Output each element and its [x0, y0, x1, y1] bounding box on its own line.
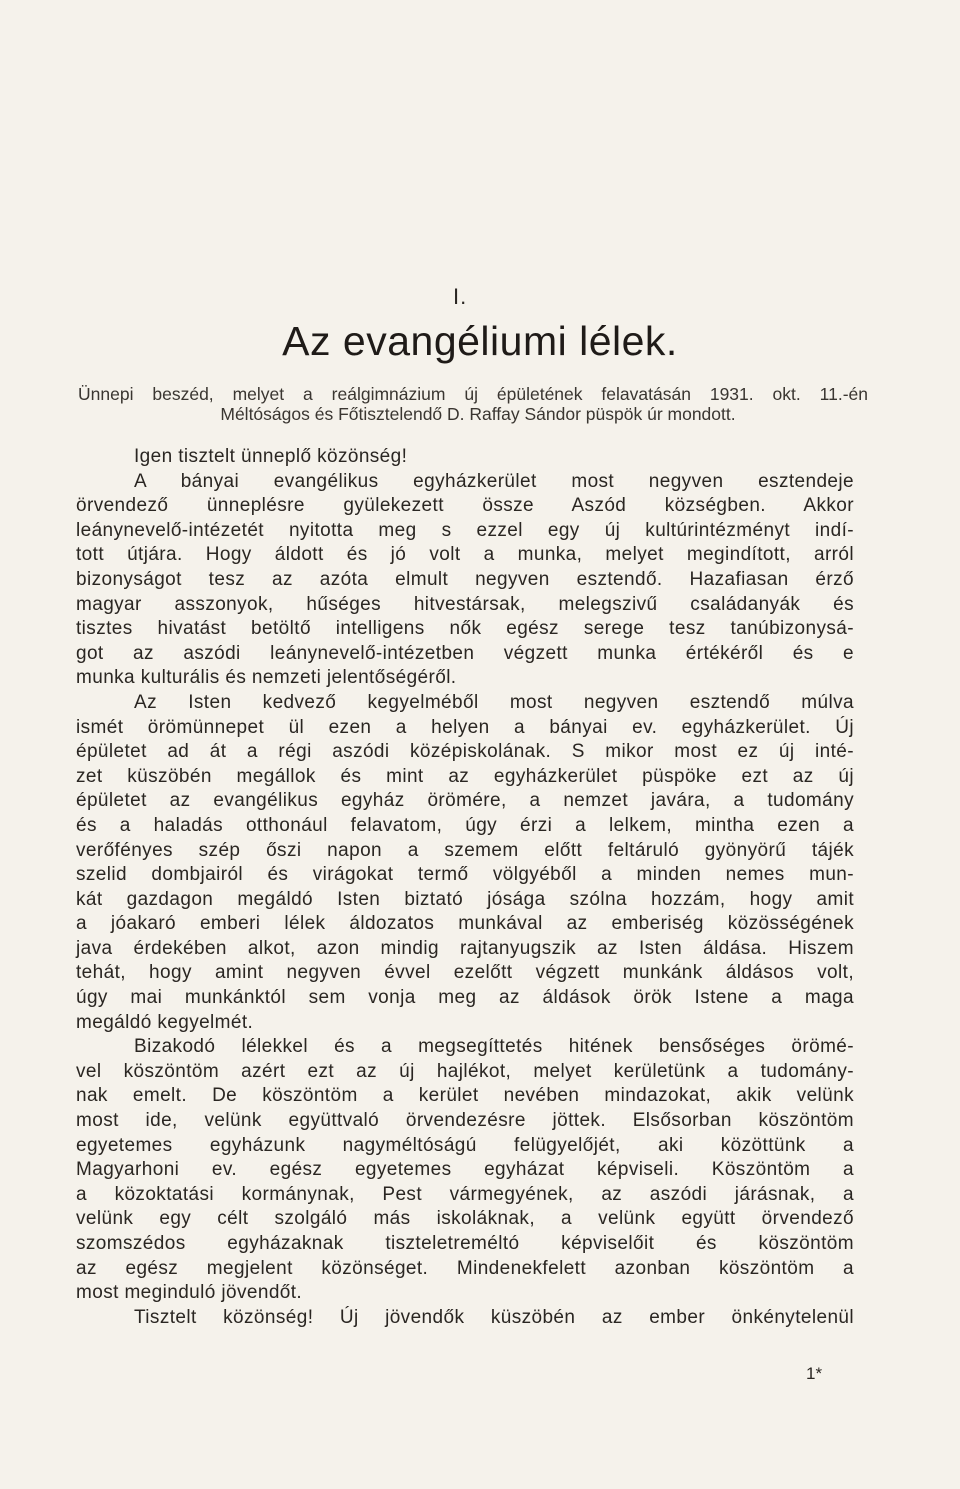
- text-line: A bányai evangélikus egyházkerület most negyven esztendeje: [134, 470, 854, 492]
- text-line: a jóakaró emberi lélek áldozatos munkával az emberiség közösségének: [76, 913, 854, 935]
- text-line: velünk egy célt szolgáló más iskoláknak, a velünk együtt örvendező: [76, 1208, 854, 1230]
- text-line: és a haladás otthonául felavatom, úgy érzi a lelkem, mintha ezen a: [76, 814, 854, 836]
- text-line: leánynevelő-intézetét nyitotta meg s ezzel egy új kultúrintézményt indí-: [76, 519, 854, 541]
- text-line: egyetemes egyházunk nagyméltóságú felügyelőjét, aki közöttünk a: [76, 1134, 854, 1156]
- text-line: tisztes hivatást betöltő intelligens nők egész serege tesz tanúbizonysá-: [76, 618, 854, 640]
- text-line: magyar asszonyok, hűséges hitvestársak, melegszivű családanyák és: [76, 593, 854, 615]
- text-line: szomszédos egyházaknak tiszteletreméltó képviselőit és köszöntöm: [76, 1233, 854, 1254]
- text-line: úgy mai munkánktól sem vonja meg az áldások örök Istene a maga: [76, 987, 854, 1009]
- text-line: verőfényes szép őszi napon a szemem előtt feltáruló gyönyörű tájék: [76, 839, 854, 861]
- text-line: munka kulturális és nemzeti jelentőségéről.: [76, 667, 457, 689]
- text-line: got az aszódi leánynevelő-intézetben végzett munka értékéről és e: [76, 642, 854, 664]
- page-title: Az evangéliumi lélek.: [282, 318, 678, 364]
- text-line: kát gazdagon megáldó Isten biztató jósága szólna hozzám, hogy amit: [76, 888, 854, 910]
- text-line: Tisztelt közönség! Új jövendők küszöbén az ember önkénytelenül: [134, 1306, 854, 1328]
- text-line: az egész megjelent közönséget. Mindenekfelett azonban köszöntöm a: [76, 1257, 854, 1279]
- text-line: megáldó kegyelmét.: [76, 1011, 254, 1033]
- body-text: [76, 445, 854, 1330]
- text-line: örvendező ünneplésre gyülekezett össze Aszód községben. Akkor: [76, 495, 854, 517]
- subtitle: [118, 403, 838, 426]
- signature-mark: 1*: [806, 1364, 823, 1383]
- text-line: bizonyságot tesz az azóta elmult negyven esztendő. Hazafiasan érző: [76, 568, 854, 590]
- text-line: most meginduló jövendőt.: [76, 1282, 303, 1304]
- text-line: Magyarhoni ev. egész egyetemes egyházat képviseli. Köszöntöm a: [76, 1159, 854, 1181]
- subtitle-line: Méltóságos és Főtisztelendő D. Raffay Sándor püspök úr mondott.: [220, 404, 736, 424]
- text-line: a közoktatási kormánynak, Pest vármegyének, az aszódi járásnak, a: [76, 1183, 854, 1205]
- text-line: java érdekében alkot, azon mindig rajtanyugszik az Isten áldása. Hiszem: [76, 937, 854, 959]
- text-line: most ide, velünk együttvaló örvendezésre jöttek. Elsősorban köszöntöm: [76, 1110, 854, 1132]
- text-line: tott útjára. Hogy áldott és jó volt a munka, melyet megindított, arról: [76, 544, 854, 566]
- text-line: nak emelt. De köszöntöm a kerület nevében mindazokat, akik velünk: [76, 1085, 854, 1107]
- text-line: zet küszöbén megállok és mint az egyházkerület püspöke ezt az új: [76, 765, 854, 787]
- text-line: Bizakodó lélekkel és a megsegíttetés hitének bensőséges örömé-: [134, 1036, 854, 1058]
- text-line: Igen tisztelt ünneplő közönség!: [134, 446, 408, 467]
- text-line: épületet ad át a régi aszódi középiskolának. S mikor most ez új inté-: [76, 741, 854, 763]
- text-line: tehát, hogy amint negyven évvel ezelőtt végzett munkánk áldásos volt,: [76, 962, 854, 984]
- text-line: vel köszöntöm azért ezt az új hajlékot, melyet kerületünk a tudomány-: [76, 1060, 854, 1082]
- text-line: épületet az evangélikus egyház örömére, a nemzet javára, a tudomány: [76, 790, 854, 812]
- chapter-number: I.: [453, 284, 468, 309]
- text-line: ismét örömünnepet ül ezen a helyen a bányai ev. egyházkerület. Új: [76, 716, 854, 738]
- subtitle-line: Ünnepi beszéd, melyet a reálgimnázium új épületének felavatásán 1931. okt. 11.-én: [78, 384, 868, 404]
- text-line: szelid dombjairól és virágokat termő völgyéből a minden nemes mun-: [76, 864, 854, 886]
- text-line: Az Isten kedvező kegyelméből most negyven esztendő múlva: [134, 691, 854, 713]
